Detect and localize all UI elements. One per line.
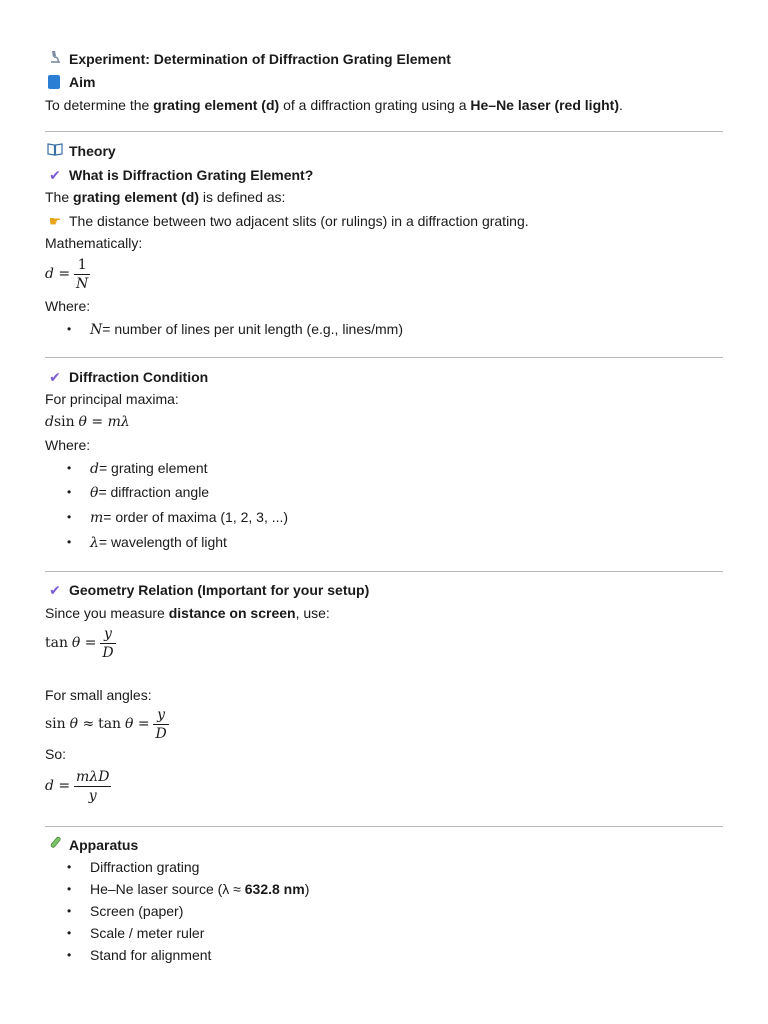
bullet-symbol: d [90, 461, 99, 477]
bullet-item [90, 508, 288, 527]
frac-num: y [153, 706, 168, 725]
bullet-dot: • [67, 882, 72, 896]
eq-sin: sin [53, 414, 75, 430]
def-end: is defined as: [199, 189, 286, 205]
equation-d-1-over-n [45, 256, 90, 293]
equation-small-angle [45, 706, 169, 743]
diffraction-intro: For principal maxima: [45, 391, 179, 407]
divider [45, 826, 723, 827]
apparatus-heading-text: Apparatus [69, 837, 139, 853]
check-icon: ✔ [49, 582, 61, 598]
math-label: Mathematically: [45, 235, 143, 251]
eq-tan: tan [45, 635, 68, 652]
geometry-intro-pre: Since you measure [45, 605, 169, 621]
fraction [74, 768, 111, 805]
so-label: So: [45, 746, 67, 762]
bullet-text: = wavelength of light [98, 534, 227, 550]
aim-heading [46, 73, 95, 91]
diffraction-heading [46, 368, 208, 386]
definition-point [46, 212, 529, 230]
eq-approx: θ ≈ [69, 716, 95, 733]
eq-theta: θ = [71, 635, 97, 652]
check-icon: ✔ [49, 167, 61, 183]
bullet-dot: • [67, 926, 72, 940]
bullet-dot: • [67, 948, 72, 962]
aim-bold-grating: grating element (d) [153, 97, 280, 113]
eq-d: d [45, 414, 54, 430]
divider [45, 571, 723, 572]
def-pre: The [45, 189, 74, 205]
frac-num: mλD [76, 769, 110, 785]
geometry-heading [46, 581, 369, 599]
bullet-item [90, 533, 227, 552]
frac-num: y [100, 625, 115, 644]
apparatus-item [90, 924, 204, 942]
apparatus-item [90, 902, 183, 920]
aim-end: . [619, 97, 623, 113]
def-bold: grating element (d) [73, 189, 200, 205]
bullet-dot: • [67, 860, 72, 874]
equation-grating [45, 412, 130, 431]
item-text: Scale / meter ruler [90, 925, 205, 941]
bullet-dot: • [67, 461, 72, 475]
document-title [46, 50, 451, 68]
eq-tan: tan [98, 716, 122, 733]
bullet-text: = number of lines per unit length (e.g., lines/mm) [102, 321, 404, 337]
check-icon: ✔ [49, 369, 61, 385]
theory-sub-text: What is Diffraction Grating Element? [69, 167, 314, 183]
divider [45, 131, 723, 132]
apparatus-item [90, 858, 199, 876]
item-text: Diffraction grating [90, 859, 200, 875]
geometry-intro-end: , use: [295, 605, 330, 621]
eq-rest: θ = mλ [78, 414, 130, 430]
point-text: The distance between two adjacent slits (or rulings) in a diffraction grating. [69, 213, 529, 229]
eq-theta: θ = [124, 716, 150, 733]
bullet-item [90, 459, 208, 478]
bullet-dot: • [67, 510, 72, 524]
equation-tan [45, 625, 116, 662]
microscope-icon [46, 50, 64, 68]
apparatus-item [90, 946, 211, 964]
frac-num: 1 [74, 256, 90, 275]
test-tube-icon [46, 836, 64, 854]
bullet-item [90, 320, 403, 339]
definition-text [45, 188, 285, 206]
theory-subheading [46, 166, 313, 184]
aim-mid: of a diffraction grating using a [279, 97, 471, 113]
item-post: ) [304, 881, 310, 897]
item-text: He–Ne laser source (λ ≈ [90, 881, 245, 897]
where-label: Where: [45, 298, 91, 314]
theory-heading-text: Theory [69, 143, 116, 159]
theory-heading [46, 142, 116, 160]
fraction [74, 256, 90, 293]
pointing-hand-icon: ☛ [48, 213, 62, 229]
diffraction-heading-text: Diffraction Condition [69, 369, 209, 385]
fraction [153, 706, 168, 743]
frac-den: y [88, 788, 97, 804]
eq-lhs: d = [45, 778, 71, 795]
aim-heading-text: Aim [69, 74, 96, 90]
bullet-symbol: θ [90, 485, 99, 501]
eq-lhs: d = [45, 266, 71, 283]
item-bold: 632.8 nm [244, 881, 305, 897]
frac-den: D [155, 726, 167, 742]
where-label: Where: [45, 437, 91, 453]
book-icon [48, 75, 60, 89]
apparatus-heading [46, 836, 138, 854]
item-text: Stand for alignment [90, 947, 212, 963]
bullet-text: = grating element [98, 460, 208, 476]
bullet-dot: • [67, 322, 72, 336]
frac-den: N [76, 276, 89, 292]
bullet-dot: • [67, 485, 72, 499]
item-text: Screen (paper) [90, 903, 184, 919]
apparatus-item [90, 880, 309, 898]
bullet-symbol: λ [90, 535, 99, 551]
eq-sin: sin [45, 716, 66, 733]
geometry-heading-text: Geometry Relation (Important for your setup) [69, 582, 370, 598]
bullet-text: = order of maxima (1, 2, 3, ...) [103, 509, 289, 525]
aim-pre: To determine the [45, 97, 154, 113]
bullet-symbol: m [90, 510, 104, 526]
bullet-dot: • [67, 535, 72, 549]
bullet-dot: • [67, 904, 72, 918]
aim-text [45, 96, 623, 114]
open-book-icon [46, 142, 64, 160]
geometry-intro-bold: distance on screen [168, 605, 296, 621]
geometry-intro [45, 604, 330, 622]
bullet-text: = diffraction angle [98, 484, 210, 500]
bullet-item [90, 483, 209, 502]
fraction [100, 625, 115, 662]
title-text: Experiment: Determination of Diffraction Grating Element [69, 51, 451, 67]
equation-d-result [45, 768, 111, 805]
small-angles-label: For small angles: [45, 687, 152, 703]
bullet-symbol: N [90, 322, 103, 338]
aim-bold-laser: He–Ne laser (red light) [470, 97, 619, 113]
frac-den: D [102, 645, 114, 661]
divider [45, 357, 723, 358]
